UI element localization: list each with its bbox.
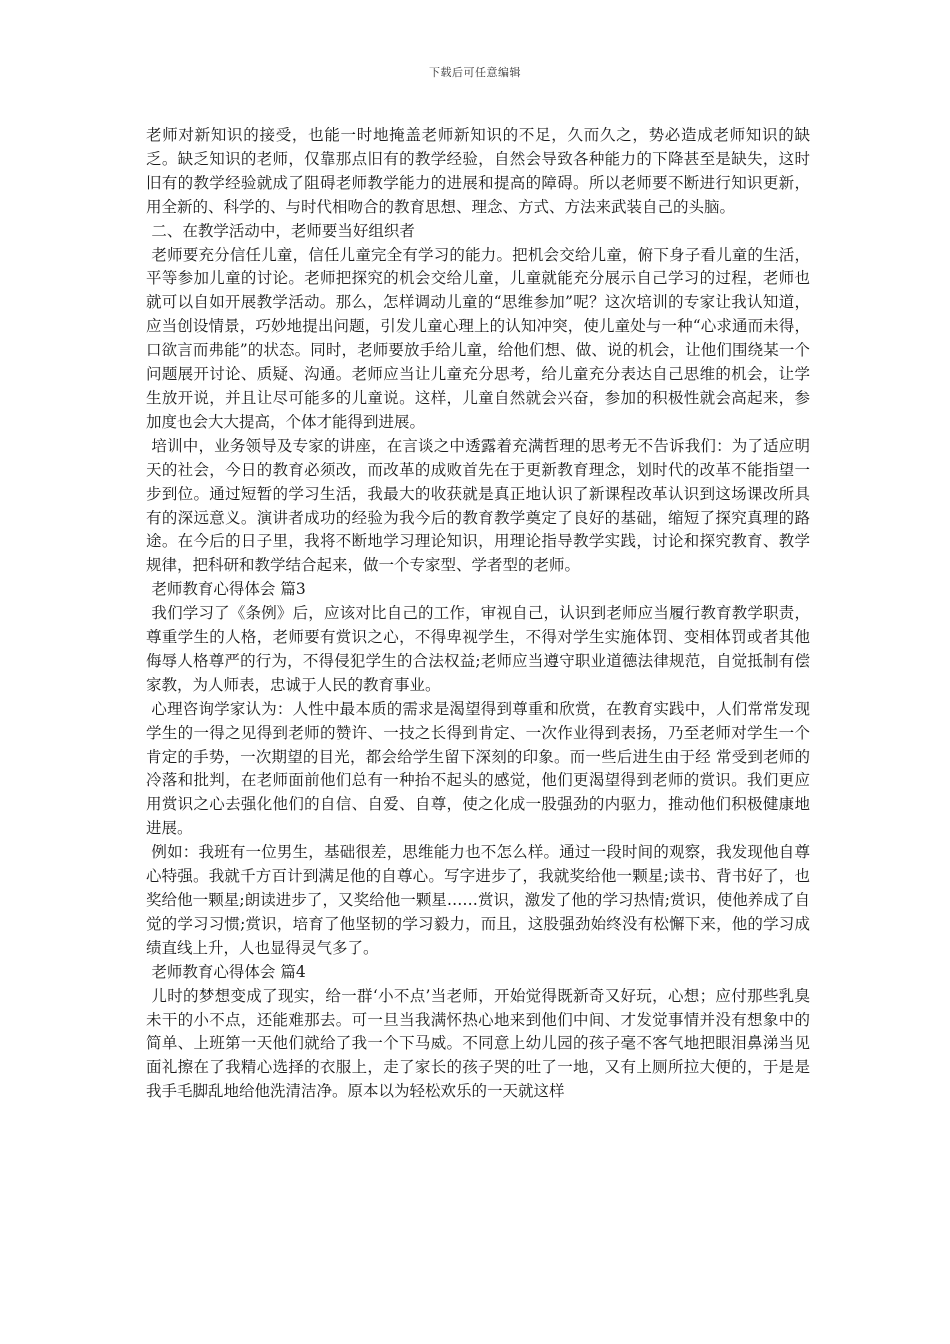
paragraph: 例如：我班有一位男生，基础很差，思维能力也不怎么样。通过一段时间的观察，我发现他自尊心特强。我就千方百计到满足他的自尊心。写字进步了，我就奖给他一颗星;读书、背书好了，也奖给他一颗星;朗读进步了，又奖给他一颗星……赏识，激发了他的学习热情;赏识，使他养成了自觉的学习习惯;赏识，培育了他坚韧的学习毅力，而且，这股强劲始终没有松懈下来，他的学习成绩直线上升，人也显得灵气多了。 [146,843,810,957]
page-header: 下载后可任意编辑 [429,66,521,79]
paragraph: 心理咨询学家认为：人性中最本质的需求是渴望得到尊重和欣赏，在教育实践中，人们常常发现学生的一得之见得到老师的赞许、一技之长得到肯定、一次作业得到表扬，乃至老师对学生一个肯定的手势，一次期望的目光，都会给学生留下深刻的印象。而一些后进生由于经 常受到老师的冷落和批判，在老师面前他们总有一种抬不起头的感觉，他们更渴望得到老师的赏识。我们更应用赏识之心去强化他们的自信、自爱、自尊，使之化成一股强劲的内驱力，推动他们积极健康地进展。 [146,699,810,838]
paragraph: 老师对新知识的接受，也能一时地掩盖老师新知识的不足，久而久之，势必造成老师知识的缺乏。缺乏知识的老师，仅靠那点旧有的教学经验，自然会导致各种能力的下降甚至是缺失，这时旧有的教学经验就成了阻碍老师教学能力的进展和提高的障碍。所以老师要不断进行知识更新，用全新的、科学的、与时代相吻合的教育思想、理念、方式、方法来武装自己的头脑。 [146,126,810,216]
section-heading: 老师教育心得体会 篇4 [151,962,306,981]
paragraph: 培训中，业务领导及专家的讲座，在言谈之中透露着充满哲理的思考无不告诉我们：为了适应明天的社会，今日的教育必须改，而改革的成败首先在于更新教育理念，划时代的改革不能指望一步到位。通过短暂的学习生活，我最大的收获就是真正地认识了新课程改革认识到这场课改所具有的深远意义。演讲者成功的经验为我今后的教育教学奠定了良好的基础，缩短了探究真理的路途。在今后的日子里，我将不断地学习理论知识，用理论指导教学实践，讨论和探究教育、教学规律，把科研和教学结合起来，做一个专家型、学者型的老师。 [146,436,810,575]
paragraph: 老师要充分信任儿童，信任儿童完全有学习的能力。把机会交给儿童，俯下身子看儿童的生活，平等参加儿童的讨论。老师把探究的机会交给儿童，儿童就能充分展示自己学习的过程，老师也就可以自如开展教学活动。那么，怎样调动儿童的“思维参加”呢？这次培训的专家让我认知道，应当创设情景，巧妙地提出问题，引发儿童心理上的认知冲突，使儿童处与一种“心求通而未得，口欲言而弗能”的状态。同时，老师要放手给儿童，给他们想、做、说的机会，让他们围绕某一个问题展开讨论、质疑、沟通。老师应当让儿童充分思考，给儿童充分表达自己思维的机会，让学生放开说，并且让尽可能多的儿童说。这样，儿童自然就会兴奋，参加的积极性就会高起来，参加度也会大大提高，个体才能得到进展。 [146,245,810,431]
paragraph: 儿时的梦想变成了现实，给一群‘小不点’当老师，开始觉得既新奇又好玩，心想；应付那些乳臭未干的小不点，还能难那去。可一旦当我满怀热心地来到他们中间、才发觉事情并没有想象中的简单、上班第一天他们就给了我一个下马威。不同意上幼儿园的孩子毫不客气地把眼泪鼻涕当见面礼擦在了我精心选择的衣服上，走了家长的孩子哭的吐了一地，又有上厕所拉大便的，于是是我手毛脚乱地给他洗清洁净。原本以为轻松欢乐的一天就这样 [146,986,810,1101]
document-body [146,124,810,1104]
section-heading: 老师教育心得体会 篇3 [151,580,306,599]
section-heading: 二、在教学活动中，老师要当好组织者 [151,221,415,240]
paragraph: 我们学习了《条例》后，应该对比自己的工作，审视自己，认识到老师应当履行教育教学职责，尊重学生的人格，老师要有赏识之心，不得卑视学生，不得对学生实施体罚、变相体罚或者其他侮辱人格尊严的行为，不得侵犯学生的合法权益;老师应当遵守职业道德法律规范，自觉抵制有偿家教，为人师表，忠诚于人民的教育事业。 [146,604,810,694]
